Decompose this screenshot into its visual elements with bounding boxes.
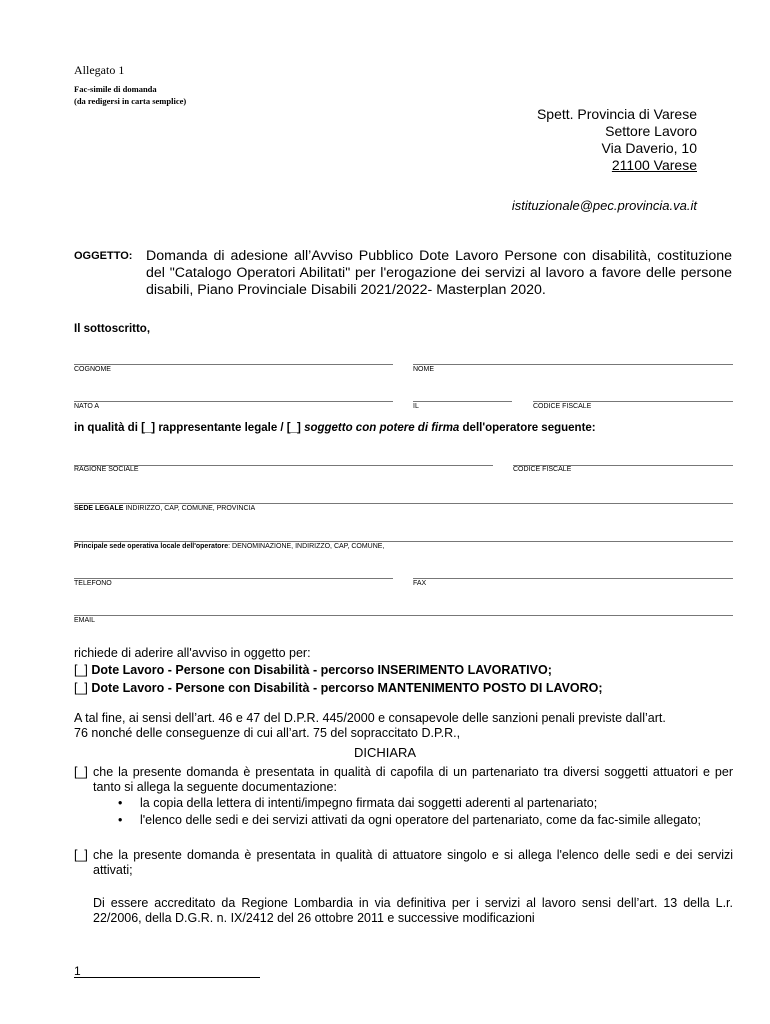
option-inserimento-text: Dote Lavoro - Persone con Disabilità - percorso INSERIMENTO LAVORATIVO; bbox=[91, 663, 552, 677]
facsimile-label: Fac-simile di domanda bbox=[74, 84, 157, 94]
email-label: EMAIL bbox=[74, 617, 96, 624]
nome-line[interactable] bbox=[413, 364, 733, 365]
codice-fiscale-line[interactable] bbox=[533, 401, 733, 402]
option-inserimento-box[interactable]: [_] bbox=[74, 663, 92, 677]
decl2-box[interactable]: [_] bbox=[74, 848, 88, 862]
il-label: IL bbox=[413, 403, 419, 410]
sede-legale-line[interactable] bbox=[74, 503, 733, 504]
telefono-label: TELEFONO bbox=[74, 580, 112, 587]
option-mantenimento-text: Dote Lavoro - Persone con Disabilità - percorso MANTENIMENTO POSTO DI LAVORO; bbox=[91, 681, 603, 695]
fax-label: FAX bbox=[413, 580, 427, 587]
sede-legale-label bbox=[74, 505, 255, 512]
sede-legale-bold: SEDE LEGALE bbox=[74, 505, 124, 512]
fax-line[interactable] bbox=[413, 578, 733, 579]
decl1-text: che la presente domanda è presentata in qualità di capofila di un partenariato tra diversi soggetti attuatori e per tanto si allega la seguente documentazione: bbox=[93, 765, 733, 794]
cognome-label: COGNOME bbox=[74, 366, 111, 373]
nome-label: NOME bbox=[413, 366, 434, 373]
decl1-bullet2-dot: • bbox=[118, 813, 123, 827]
addressee-line3: Via Daverio, 10 bbox=[601, 140, 697, 156]
dichiara-heading: DICHIARA bbox=[353, 745, 417, 760]
cognome-line[interactable] bbox=[74, 364, 393, 365]
sede-operativa-label bbox=[74, 543, 384, 550]
email-line[interactable] bbox=[74, 615, 733, 616]
footnote-separator bbox=[74, 977, 260, 978]
sottoscritto-label: Il sottoscritto, bbox=[74, 323, 151, 335]
nato-a-label: NATO A bbox=[74, 403, 100, 410]
addressee-block bbox=[537, 106, 697, 174]
fine-line1: A tal fine, ai sensi dell’art. 46 e 47 del D.P.R. 445/2000 e consapevole delle sanzioni penali previste dall’art. bbox=[74, 711, 666, 725]
qualita-part2: soggetto con potere di firma bbox=[304, 422, 460, 434]
fine-line2: 76 nonché delle conseguenze di cui all’art. 75 del sopraccitato D.P.R., bbox=[74, 726, 461, 740]
il-line[interactable] bbox=[413, 401, 512, 402]
oggetto-text: Domanda di adesione all’Avviso Pubblico Dote Lavoro Persone con disabilità, costituzione del "Catalogo Operatori Abilitati" per l'erogazione dei servizi al lavoro a favore delle persone disabili, Piano Provinciale Disabili 2021/2022- Masterplan 2020. bbox=[146, 248, 732, 298]
sede-operativa-rest: : DENOMINAZIONE, INDIRIZZO, CAP, COMUNE, bbox=[228, 543, 385, 550]
allegato-label: Allegato 1 bbox=[74, 63, 125, 77]
accreditato-text: Di essere accreditato da Regione Lombardia in via definitiva per i servizi al lavoro sensi dell’art. 13 della L.r. 22/2006, della D.G.R. n. IX/2412 del 26 ottobre 2011 e successive modificazioni bbox=[93, 896, 733, 925]
footnote-number: 1 bbox=[74, 964, 81, 978]
oggetto-label: OGGETTO: bbox=[74, 250, 133, 262]
carta-semplice-label: (da redigersi in carta semplice) bbox=[74, 96, 187, 106]
decl1-bullet2-text: l'elenco delle sedi e dei servizi attivati da ogni operatore del partenariato, come da fac-simile allegato; bbox=[140, 813, 702, 827]
qualita-part3: dell'operatore seguente: bbox=[459, 422, 596, 434]
addressee-line1: Spett. Provincia di Varese bbox=[536, 106, 697, 122]
option-mantenimento-box[interactable]: [_] bbox=[74, 681, 92, 695]
option-mantenimento bbox=[74, 681, 603, 695]
ragione-sociale-label: RAGIONE SOCIALE bbox=[74, 466, 139, 473]
decl2-text: che la presente domanda è presentata in qualità di attuatore singolo e si allega l'elenco delle sedi e dei servizi attivati; bbox=[93, 848, 733, 877]
pec-address: istituzionale@pec.provincia.va.it bbox=[511, 198, 697, 213]
richiede-intro: richiede di aderire all'avviso in oggetto per: bbox=[74, 646, 311, 660]
decl1-bullet1-dot: • bbox=[118, 796, 123, 810]
option-inserimento bbox=[74, 663, 552, 677]
codice-fiscale-2-label: CODICE FISCALE bbox=[513, 466, 572, 473]
codice-fiscale-label: CODICE FISCALE bbox=[533, 403, 592, 410]
telefono-line[interactable] bbox=[74, 578, 393, 579]
fine-paragraph bbox=[74, 711, 666, 741]
qualita-part1: in qualità di [_] rappresentante legale / [_] bbox=[74, 422, 305, 434]
decl1-bullet1-text: la copia della lettera di intenti/impegno firmata dai soggetti aderenti al partenariato; bbox=[140, 796, 598, 810]
nato-a-line[interactable] bbox=[74, 401, 393, 402]
qualita-line bbox=[74, 422, 596, 434]
sede-legale-rest: INDIRIZZO, CAP, COMUNE, PROVINCIA bbox=[125, 505, 256, 512]
decl1-box[interactable]: [_] bbox=[74, 765, 88, 779]
sede-operativa-line[interactable] bbox=[74, 541, 733, 542]
addressee-line4: 21100 Varese bbox=[611, 157, 697, 173]
sede-operativa-bold: Principale sede operativa locale dell'operatore bbox=[74, 543, 229, 550]
addressee-line2: Settore Lavoro bbox=[605, 123, 697, 139]
